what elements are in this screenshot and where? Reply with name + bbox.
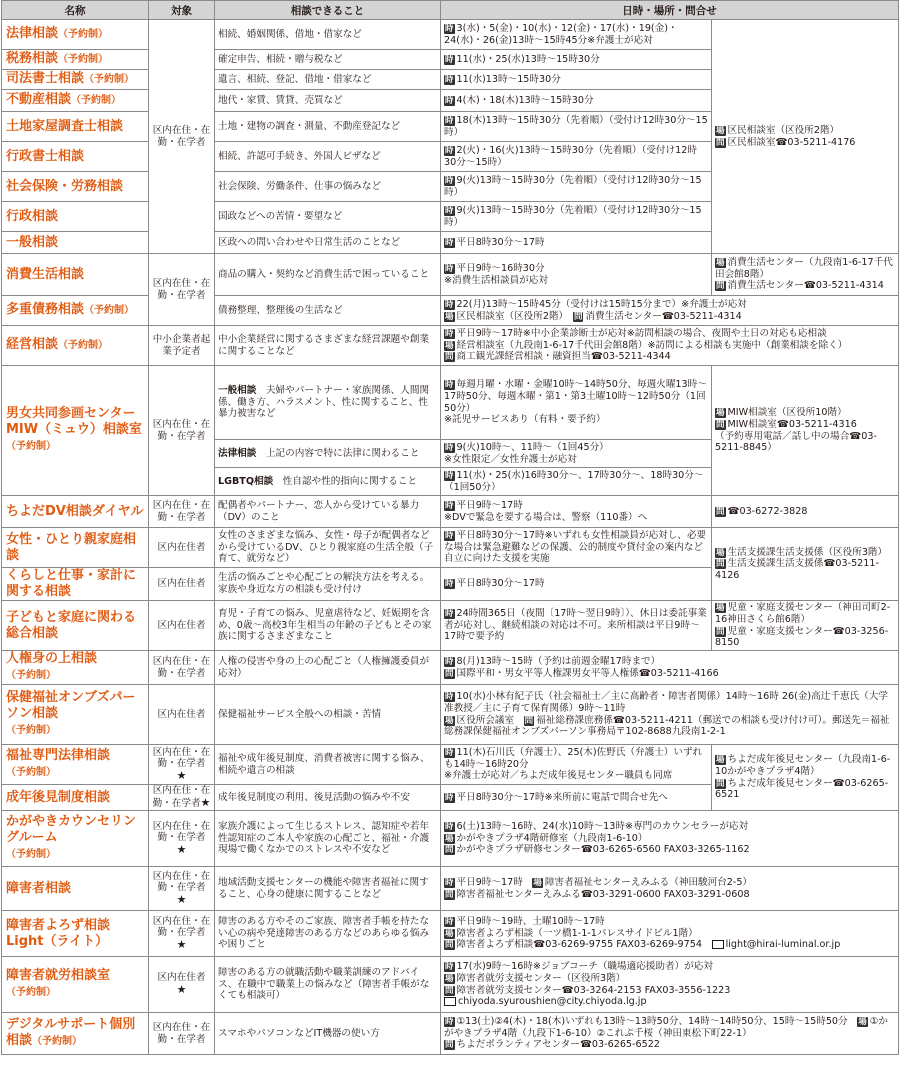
row-place: 場 児童・家庭支援センター（神田司町2-16神田さくら館6階） 問 児童・家庭支援センター☎03-3256-8150 xyxy=(712,601,899,651)
row-name: 行政書士相談 xyxy=(2,142,149,172)
row-schedule: 時 ①13(土)②4(木)・18(木)いずれも13時〜13時50分、14時〜14時50分、15時〜15時50分 場 ①かがやきプラザ4階（九段下1-6-10）②これぷ千桜（神田東松下町22-1） 問 ちよだボランティアセンター☎03-6265-6522 xyxy=(441,1013,899,1055)
header-target: 対象 xyxy=(149,1,215,20)
star-icon: ★ xyxy=(176,983,187,996)
row-name: 土地家屋調査士相談 xyxy=(2,112,149,142)
row-content: 保健福祉サービス全般への相談・苦情 xyxy=(215,685,441,745)
star-icon: ★ xyxy=(176,892,187,906)
row-schedule: 時 毎週月曜・水曜・金曜10時〜14時50分、毎週火曜13時〜17時50分、毎週木曜・第1・第3土曜10時〜12時50分（1回50分） ※託児サービスあり（有料・要予約） xyxy=(441,366,712,440)
star-icon: ★ xyxy=(200,796,211,809)
row-content: 障害のある方やそのご家族、障害者手帳を持たない心の病や発達障害のある方などのあらゆる悩みや困りごと xyxy=(215,911,441,957)
row-schedule: 時 11(水)・25(水)16時30分〜、17時30分〜、18時30分〜（1回50分） xyxy=(441,468,712,496)
row-content: 配偶者やパートナー、恋人から受けている暴力（DV）のこと xyxy=(215,496,441,528)
header-content: 相談できること xyxy=(215,1,441,20)
row-content: 成年後見制度の利用、後見活動の悩みや不安 xyxy=(215,785,441,811)
row-name: 社会保険・労務相談 xyxy=(2,172,149,202)
row-content: 社会保険、労働条件、仕事の悩みなど xyxy=(215,172,441,202)
inquiry-badge: 問 xyxy=(716,137,725,148)
row-target: 区内在住者 xyxy=(149,685,215,745)
row-schedule: 時 平日8時30分〜17時※いずれも女性相談員が応対し、必要な場合は緊急避難などの保護、公的制度や貸付金の案内など自立に向けた支援を実施 xyxy=(441,528,712,568)
row-target: 区内在住者 xyxy=(149,601,215,651)
table-row xyxy=(2,745,899,785)
table-row xyxy=(2,20,899,50)
row-content: 相続、許認可手続き、外国人ビザなど xyxy=(215,142,441,172)
table-row xyxy=(2,326,899,366)
row-target: 区内在住・在勤・在学者 xyxy=(149,366,215,496)
email-link[interactable]: light@hirai-luminal.or.jp xyxy=(725,939,841,951)
table-row xyxy=(2,651,899,685)
row-content: 地域活動支援センターの機能や障害者福祉に関すること、心身の健康に関することなど xyxy=(215,867,441,911)
row-name: 障害者よろず相談Light（ライト） xyxy=(2,911,149,957)
row-schedule: 時 平日8時30分〜17時 xyxy=(441,232,712,254)
row-content: 障害のある方の就職活動や職業訓練のアドバイス、在職中で職業上の悩みなど（障害者手帳がなくても相談可） xyxy=(215,957,441,1013)
table-row xyxy=(2,601,899,651)
row-content: 福祉や成年後見制度、消費者被害に関する悩み、相続や遺言の相談 xyxy=(215,745,441,785)
table-row xyxy=(2,366,899,440)
row-name: 子どもと家庭に関わる総合相談 xyxy=(2,601,149,651)
row-content: 遺言、相続、登記、借地・借家など xyxy=(215,70,441,90)
row-place: 場 生活支援課生活支援係（区役所3階） 問 生活支援課生活支援係☎03-5211-4126 xyxy=(712,528,899,601)
row-target: 区内在住者 xyxy=(149,568,215,601)
row-schedule: 時 平日8時30分〜17時 xyxy=(441,568,712,601)
table-row xyxy=(2,867,899,911)
row-schedule: 時 9(火)13時〜15時30分（先着順）（受付け12時30分〜15時） xyxy=(441,172,712,202)
table-row xyxy=(2,254,899,296)
star-icon: ★ xyxy=(176,842,187,856)
row-content: 生活の悩みごとや心配ごとの解決方法を考える。家族や身近な方の相談も受け付け xyxy=(215,568,441,601)
row-target: 区内在住者 xyxy=(149,528,215,568)
row-place-shared: 場 区民相談室（区役所2階） 問 区民相談室☎03-5211-4176 xyxy=(712,20,899,254)
place-badge: 場 xyxy=(716,125,725,136)
table-row xyxy=(2,528,899,568)
row-schedule: 時 8(月)13時〜15時（予約は前週金曜17時まで） 問 国際平和・男女平等人権課男女平等人権係☎03-5211-4166 xyxy=(441,651,899,685)
row-place: 問 ☎03-6272-3828 xyxy=(712,496,899,528)
row-schedule: 時 17(水)9時〜16時※ジョブコーチ（職場適応援助者）が応対 場 障害者就労支援センター（区役所3階） 問 障害者就労支援センター☎03-3264-2153 FAX03-3556-1223 chiyoda.syuroushien@city.chiyoda.lg.jp xyxy=(441,957,899,1013)
row-name: 成年後見制度相談 xyxy=(2,785,149,811)
row-schedule: 時 平日9時〜19時、土曜10時〜17時 場 障害者よろず相談（一ツ橋1-1-1パレスサイドビル1階） 問 障害者よろず相談☎03-6269-9755 FAX03-6269-9754 light@hirai-luminal.or.jp xyxy=(441,911,899,957)
row-content: 区政への問い合わせや日常生活のことなど xyxy=(215,232,441,254)
header-row xyxy=(2,1,899,20)
row-content: 土地・建物の調査・測量、不動産登記など xyxy=(215,112,441,142)
row-name: 経営相談（予約制） xyxy=(2,326,149,366)
row-schedule: 時 22(月)13時〜15時45分（受付けは15時15分まで）※弁護士が応対 場 区民相談室（区役所2階） 問 消費生活センター☎03-5211-4314 xyxy=(441,296,899,326)
row-name: 不動産相談（予約制） xyxy=(2,90,149,112)
time-badge: 時 xyxy=(445,23,454,34)
row-target: 区内在住・在勤・在学者★ xyxy=(149,785,215,811)
row-name: デジタルサポート個別相談（予約制） xyxy=(2,1013,149,1055)
row-content: 育児・子育ての悩み、児童虐待など、妊娠期を含め、0歳〜高校3年生相当の年齢の子どもとその家族に関するさまざまなこと xyxy=(215,601,441,651)
table-row xyxy=(2,957,899,1013)
row-name: ちよだDV相談ダイヤル xyxy=(2,496,149,528)
row-place: 場 ちよだ成年後見センター（九段南1-6-10かがやきプラザ4階） 問 ちよだ成年後見センター☎03-6265-6521 xyxy=(712,745,899,811)
star-icon: ★ xyxy=(176,937,187,951)
table-row xyxy=(2,811,899,867)
row-schedule: 時 9(火)13時〜15時30分（先着順）（受付け12時30分〜15時） xyxy=(441,202,712,232)
row-content: 確定申告、相続・贈与税など xyxy=(215,50,441,70)
row-content: 家族介護によって生じるストレス、認知症や若年性認知症のご本人や家族の心配ごと、福祉・介護現場で働くなかでのストレスや不安など xyxy=(215,811,441,867)
row-schedule: 時 2(火)・16(火)13時〜15時30分（先着順）（受付け12時30分〜15時） xyxy=(441,142,712,172)
row-target: 区内在住・在勤・在学者 ★ xyxy=(149,911,215,957)
row-target: 区内在住・在勤・在学者 ★ xyxy=(149,867,215,911)
table-row xyxy=(2,296,899,326)
header-name: 名称 xyxy=(2,1,149,20)
row-name: 女性・ひとり親家庭相談 xyxy=(2,528,149,568)
row-name: 司法書士相談（予約制） xyxy=(2,70,149,90)
row-content: 商品の購入・契約など消費生活で困っていること xyxy=(215,254,441,296)
consultation-table xyxy=(1,0,899,1055)
row-place: 場 消費生活センター（九段南1-6-17千代田会館8階） 問 消費生活センター☎03-5211-4314 xyxy=(712,254,899,296)
row-name: 障害者就労相談室 （予約制） xyxy=(2,957,149,1013)
table-row xyxy=(2,911,899,957)
row-target: 区内在住・在勤・在学者 xyxy=(149,254,215,326)
row-target: 区内在住・在勤・在学者 ★ xyxy=(149,745,215,785)
star-icon: ★ xyxy=(176,768,187,782)
row-content: スマホやパソコンなどIT機器の使い方 xyxy=(215,1013,441,1055)
row-schedule: 時 平日9時〜17時※中小企業診断士が応対※訪問相談の場合、夜間や土日の対応も応相談 場 経営相談室（九段南1-6-17千代田会館8階）※訪問による相談も実施中（創業相談を除く） 問 商工観光課経営相談・融資担当☎03-5211-4344 xyxy=(441,326,899,366)
row-name: 人権身の上相談（予約制） xyxy=(2,651,149,685)
row-content: 人権の侵害や身の上の心配ごと（人権擁護委員が応対） xyxy=(215,651,441,685)
row-name: 一般相談 xyxy=(2,232,149,254)
row-target: 区内在住・在勤・在学者 xyxy=(149,496,215,528)
row-content: 中小企業経営に関するさまざまな経営課題や創業に関することなど xyxy=(215,326,441,366)
row-name: くらしと仕事・家計に関する相談 xyxy=(2,568,149,601)
row-name: 障害者相談 xyxy=(2,867,149,911)
row-target-shared: 区内在住・在勤・在学者 xyxy=(149,20,215,254)
row-schedule: 時 11(水)13時〜15時30分 xyxy=(441,70,712,90)
row-schedule: 時 18(木)13時〜15時30分（先着順）（受付け12時30分〜15時） xyxy=(441,112,712,142)
row-schedule: 時 平日9時〜17時 場 障害者福祉センターえみふる（神田駿河台2-5） 問 障害者福祉センターえみふる☎03-3291-0600 FAX03-3291-0608 xyxy=(441,867,899,911)
row-schedule: 時 3(水)・5(金)・10(水)・12(金)・17(水)・19(金)・24(水)・26(金)13時〜15時45分※弁護士が応対 xyxy=(441,20,712,50)
mail-icon xyxy=(444,997,456,1006)
row-name: 行政相談 xyxy=(2,202,149,232)
row-schedule: 時 4(木)・18(木)13時〜15時30分 xyxy=(441,90,712,112)
table-row xyxy=(2,685,899,745)
row-target: 区内在住・在勤・在学者 ★ xyxy=(149,811,215,867)
row-target: 区内在住・在勤・在学者 xyxy=(149,1013,215,1055)
row-name: 保健福祉オンブズパーソン相談 （予約制） xyxy=(2,685,149,745)
row-name: 福祉専門法律相談 （予約制） xyxy=(2,745,149,785)
row-schedule: 時 9(火)10時〜、11時〜（1回45分） ※女性限定／女性弁護士が応対 xyxy=(441,440,712,468)
row-target: 中小企業者起業予定者 xyxy=(149,326,215,366)
table-row xyxy=(2,496,899,528)
row-content: 地代・家賃、賃貸、売買など xyxy=(215,90,441,112)
email-link[interactable]: chiyoda.syuroushien@city.chiyoda.lg.jp xyxy=(458,996,647,1008)
row-name: 多重債務相談（予約制） xyxy=(2,296,149,326)
table-row xyxy=(2,1013,899,1055)
row-content: 国政などへの苦情・要望など xyxy=(215,202,441,232)
row-target: 区内在住者 ★ xyxy=(149,957,215,1013)
row-place: 場 MIW相談室（区役所10階） 問 MIW相談室☎03-5211-4316 （予約専用電話／話し中の場合☎03-5211-8845） xyxy=(712,366,899,496)
row-schedule: 時 平日9時〜16時30分 ※消費生活相談員が応対 xyxy=(441,254,712,296)
row-name: 消費生活相談 xyxy=(2,254,149,296)
header-schedule: 日時・場所・問合せ xyxy=(441,1,899,20)
row-content: 相続、婚姻関係、借地・借家など xyxy=(215,20,441,50)
row-content: 女性のさまざまな悩み、女性・母子が配偶者などから受けているDV、ひとり親家庭の生活全般（子育て、就労など） xyxy=(215,528,441,568)
row-schedule: 時 平日8時30分〜17時※来所前に電話で問合せ先へ xyxy=(441,785,712,811)
row-name: 税務相談（予約制） xyxy=(2,50,149,70)
row-content: 法律相談 上記の内容で特に法律に関わること xyxy=(215,440,441,468)
row-schedule: 時 6(土)13時〜16時、24(水)10時〜13時※専門のカウンセラーが応対 場 かがやきプラザ4階研修室（九段南1-6-10） 問 かがやきプラザ研修センター☎03-6265-6560 FAX03-3265-1162 xyxy=(441,811,899,867)
row-content: LGBTQ相談 性自認や性的指向に関すること xyxy=(215,468,441,496)
row-target: 区内在住・在勤・在学者 xyxy=(149,651,215,685)
row-schedule: 時 11(水)・25(水)13時〜15時30分 xyxy=(441,50,712,70)
row-schedule: 時 10(水)小林有紀子氏（社会福祉士／主に高齢者・障害者関係）14時〜16時 26(金)高辻千恵氏（大学准教授／主に子育て保育関係）9時〜11時 場 区役所会議室 問 福祉総務課庶務係☎03-5211-4211（郵送での相談も受け付け可）。郵送先＝福祉総務課保健福祉オンブズパーソン事務局〒102-8688九段南1-2-1 xyxy=(441,685,899,745)
row-content: 債務整理、整理後の生活など xyxy=(215,296,441,326)
row-schedule: 時 平日9時〜17時 ※DVで緊急を要する場合は、警察（110番）へ xyxy=(441,496,712,528)
row-schedule: 時 11(木)石川氏（弁護士）、25(木)佐野氏（弁護士）いずれも14時〜16時20分 ※弁護士が応対／ちよだ成年後見センター職員も同席 xyxy=(441,745,712,785)
row-content: 一般相談 夫婦やパートナー・家族関係、人間関係、働き方、ハラスメント、性に関すること、性暴力被害など xyxy=(215,366,441,440)
row-name: 男女共同参画センターMIW（ミュウ）相談室（予約制） xyxy=(2,366,149,496)
row-schedule: 時 24時間365日（夜間〔17時〜翌日9時〕）、休日は委託事業者が応対し、継続相談の対応は不可。来所相談は平日9時〜17時で要予約 xyxy=(441,601,712,651)
mail-icon xyxy=(712,940,724,949)
row-name: かがやきカウンセリングルーム （予約制） xyxy=(2,811,149,867)
row-name: 法律相談（予約制） xyxy=(2,20,149,50)
